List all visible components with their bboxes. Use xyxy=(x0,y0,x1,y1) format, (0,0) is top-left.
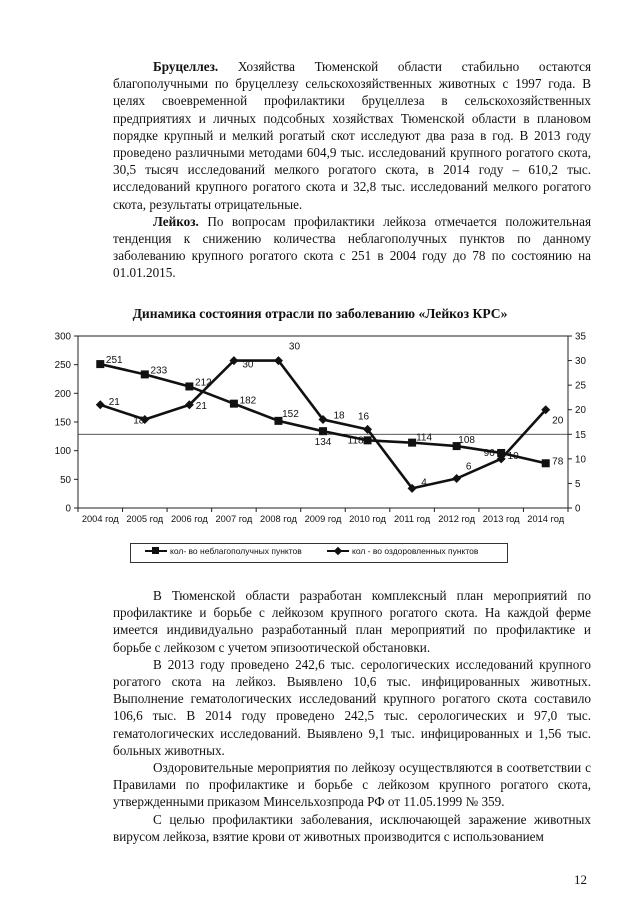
brucellosis-text: Хозяйства Тюменской области стабильно остаются благополучными по бруцеллезу сельскохозяйственных животных с 1997 года. В целях своевременной профилактики бруцеллеза в сельскохозяйственных предприятиях и личных подсобных хозяйствах Тюменской области в плановом порядке крупный и мелкий рогатый скот исследуют два раза в год. В 2013 году проведено различными методами 604,9 тыс. исследований крупного рогатого скота, 30,5 тысяч исследований мелкого рогатого скота, в 2014 году – 610,2 тыс. исследований крупного рогатого скота и 32,8 тыс. исследований мелкого рогатого скота, результаты отрицательные. xyxy=(113,59,592,212)
series-recovered-data-label: 16 xyxy=(357,411,370,423)
y-right-tick-label: 5 xyxy=(575,478,581,490)
series-unfavorable-point xyxy=(96,360,104,368)
y-left-tick-label: 300 xyxy=(54,331,71,343)
brucellosis-paragraph xyxy=(113,58,591,213)
series-unfavorable-line xyxy=(100,364,545,463)
page-number: 12 xyxy=(574,872,587,887)
y-right-tick-label: 15 xyxy=(575,429,586,441)
paragraph-prevention: С целью профилактики заболевания, исключающей заражение животных вирусом лейкоза, взятие крови от животных производится с использованием xyxy=(113,811,591,844)
leukosis-paragraph xyxy=(113,213,591,282)
series-unfavorable-data-label: 251 xyxy=(105,355,123,367)
x-category-label: 2010 год xyxy=(349,514,386,524)
series-recovered-data-label: 21 xyxy=(195,400,207,412)
y-left-tick-label: 50 xyxy=(60,474,71,486)
paragraph-plan: В Тюменской области разработан комплексный план мероприятий по профилактике и борьбе с лейкозом крупного рогатого скота. На каждой ферме имеется индивидуально разработанный план мероприятий по профилактике и борьбе с лейкозом с учетом эпизоотической обстановки. xyxy=(113,588,591,655)
series-unfavorable-data-label: 134 xyxy=(314,437,332,449)
x-category-label: 2005 год xyxy=(126,514,164,524)
paragraph-rules: Оздоровительные мероприятия по лейкозу осуществляются в соответствии с Правилами по профилактике и борьбе с лейкозом крупного рогатого скота, утвержденными приказом Минсельхозпрода РФ от 11.05.1999 № 359. xyxy=(113,760,591,810)
y-right-tick-label: 20 xyxy=(575,405,586,417)
x-category-label: 2012 год xyxy=(438,514,476,524)
series-recovered-point xyxy=(96,400,105,409)
x-category-label: 2008 год xyxy=(260,514,297,524)
series-recovered-data-label: 4 xyxy=(421,477,427,489)
legend-label-unfavorable: кол- во неблагополучных пунктов xyxy=(170,546,302,556)
series-recovered-data-label: 30 xyxy=(242,359,254,371)
series-unfavorable-point xyxy=(408,439,416,447)
y-left-tick-label: 100 xyxy=(54,446,71,458)
series-recovered-data-label: 10 xyxy=(507,450,519,462)
series-unfavorable-data-label: 108 xyxy=(458,435,475,447)
series-unfavorable-point xyxy=(319,427,327,435)
series-unfavorable-data-label: 233 xyxy=(150,365,168,377)
y-right-tick-label: 10 xyxy=(575,454,586,466)
series-recovered-data-label: 6 xyxy=(465,461,472,473)
leukosis-heading: Лейкоз. xyxy=(153,213,199,229)
series-unfavorable-point xyxy=(364,436,372,444)
legend-item-recovered xyxy=(327,546,478,556)
x-category-label: 2009 год xyxy=(304,514,342,524)
series-unfavorable-data-label: 114 xyxy=(416,432,433,444)
legend-item-unfavorable xyxy=(145,546,302,556)
x-category-label: 2004 год xyxy=(81,514,119,524)
series-unfavorable-data-label: 78 xyxy=(552,456,564,468)
leukosis-chart xyxy=(48,328,588,528)
series-unfavorable-data-label: 212 xyxy=(195,377,212,389)
x-category-label: 2007 год xyxy=(215,514,253,524)
x-category-label: 2011 год xyxy=(394,514,431,524)
chart-legend xyxy=(130,543,508,563)
series-recovered-point xyxy=(452,474,461,483)
series-unfavorable-point xyxy=(141,370,149,378)
diamond-marker-icon xyxy=(327,546,349,556)
chart-title: Динамика состояния отрасли по заболеванию «Лейкоз КРС» xyxy=(132,306,508,321)
y-left-tick-label: 250 xyxy=(54,360,71,372)
series-recovered-data-label: 30 xyxy=(288,341,301,353)
brucellosis-heading: Бруцеллез. xyxy=(153,59,219,74)
x-category-label: 2013 год xyxy=(482,514,520,524)
series-unfavorable-data-label: 96 xyxy=(483,447,495,459)
y-right-tick-label: 25 xyxy=(575,380,586,392)
x-category-label: 2006 год xyxy=(170,514,208,524)
series-unfavorable-data-label: 182 xyxy=(239,395,257,407)
series-recovered-data-label: 18 xyxy=(333,410,345,422)
y-left-tick-label: 200 xyxy=(54,388,71,400)
top-text-block xyxy=(113,58,591,282)
series-recovered-data-label: 20 xyxy=(552,415,564,427)
y-left-tick-label: 150 xyxy=(54,417,71,429)
series-recovered-data-label: 21 xyxy=(108,396,120,408)
y-right-tick-label: 0 xyxy=(575,503,581,515)
leukosis-text: По вопросам профилактики лейкоза отмечается положительная тенденция к снижению количества неблагополучных пунктов по данному заболеванию крупного рогатого скота с 251 в 2004 году до 78 по состоянию на 01.01.2015. xyxy=(113,213,592,281)
square-marker-icon xyxy=(145,546,167,556)
series-unfavorable-point xyxy=(230,400,238,408)
y-right-tick-label: 35 xyxy=(575,331,586,343)
x-category-label: 2014 год xyxy=(527,514,565,524)
series-recovered-data-label: 18 xyxy=(133,415,145,427)
legend-label-recovered: кол - во оздоровленных пунктов xyxy=(352,546,479,556)
y-left-tick-label: 0 xyxy=(65,503,71,515)
bottom-text-block xyxy=(113,587,591,845)
series-unfavorable-data-label: 152 xyxy=(282,408,299,420)
series-unfavorable-point xyxy=(542,459,550,467)
series-unfavorable-point xyxy=(185,382,193,390)
series-unfavorable-data-label: 118 xyxy=(347,435,364,447)
paragraph-2013-research: В 2013 году проведено 242,6 тыс. серологических исследований крупного рогатого скота на лейкоз. Выявлено 10,6 тыс. инфицированных животных. Выполнение гематологических исследований крупного рогатого скота составило 106,6 тыс. В 2014 году проведено 242,5 тыс. серологических и 97,0 тыс. гематологических исследований. Выявлено 9,1 тыс. инфицированных и 1,56 тыс. больных животных. xyxy=(113,656,591,758)
y-right-tick-label: 30 xyxy=(575,356,586,368)
